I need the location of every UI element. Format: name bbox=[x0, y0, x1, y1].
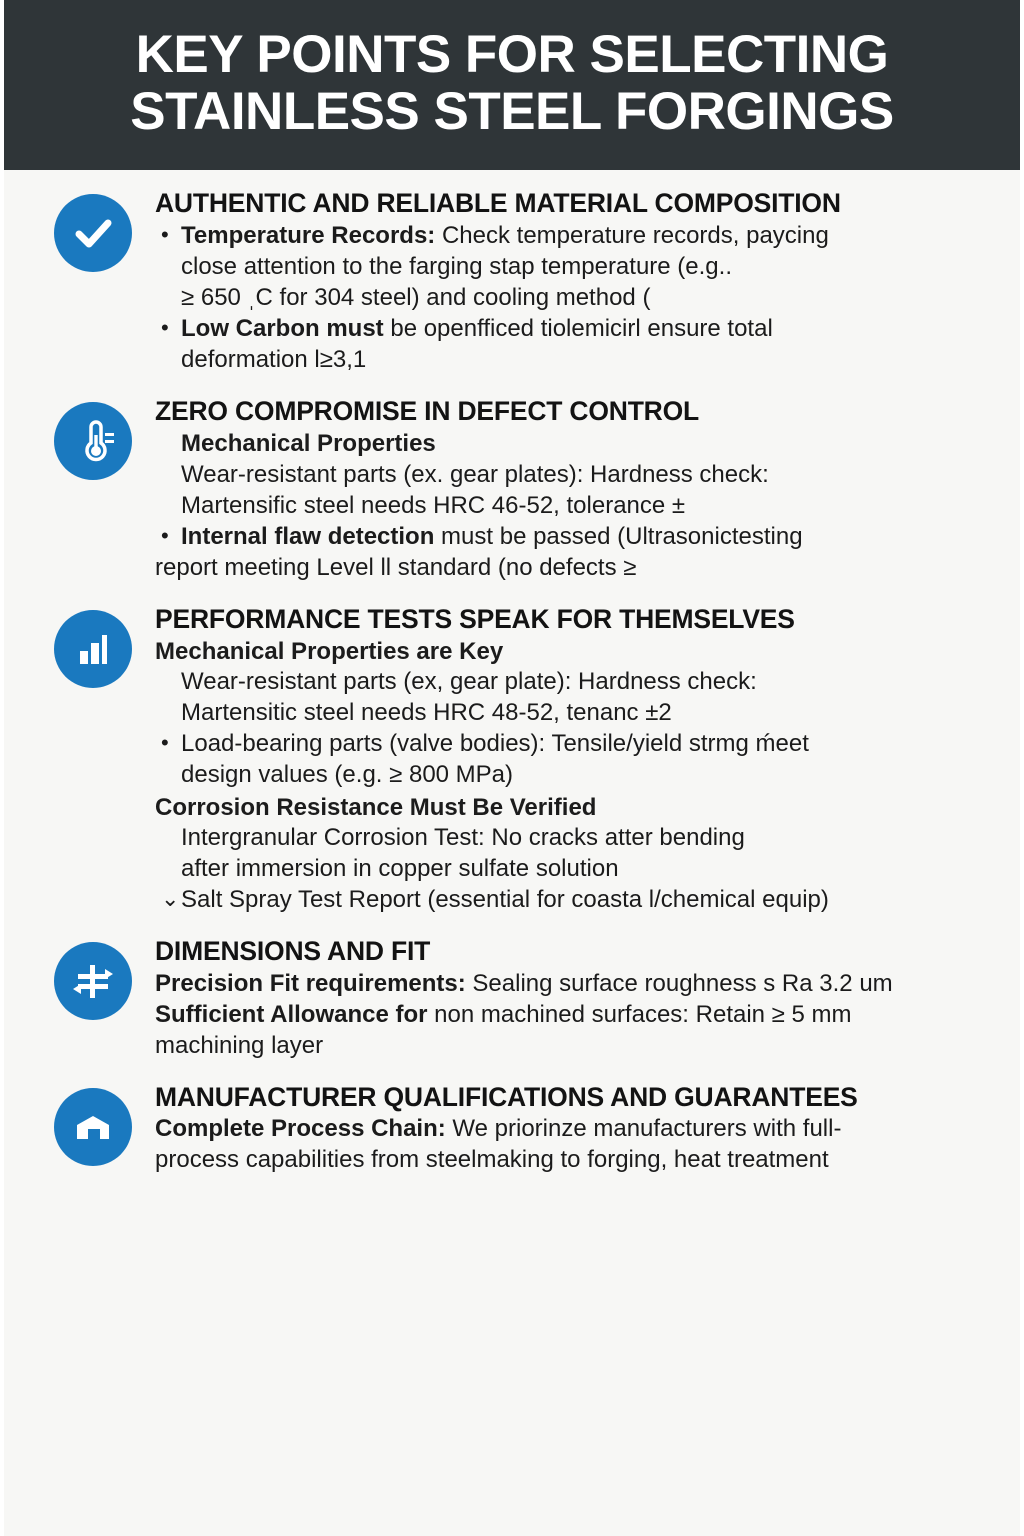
section-heading: AUTHENTIC AND RELIABLE MATERIAL COMPOSITION bbox=[155, 188, 841, 219]
bullet-marker: • bbox=[161, 221, 169, 247]
line-text: We priorinze manufacturers with full- bbox=[445, 1115, 842, 1143]
icon-column bbox=[30, 1082, 155, 1166]
section-subheading: Mechanical Properties bbox=[181, 430, 436, 458]
line-text: non machined surfaces: Retain ≥ 5 mm bbox=[427, 1000, 852, 1028]
body-line: Martensific steel needs HRC 46-52, tolerance ± bbox=[181, 491, 686, 519]
section-subheading-2: Corrosion Resistance Must Be Verified bbox=[155, 794, 597, 822]
section-dimensions-fit bbox=[30, 936, 992, 1061]
body-line: process capabilities from steelmaking to forging, heat treatment bbox=[155, 1146, 829, 1174]
line-text: Load-bearing parts (valve bodies): Tensile/yield strmg ḿeet bbox=[181, 730, 809, 758]
section-performance-tests bbox=[30, 604, 992, 917]
bullet-line bbox=[155, 314, 988, 344]
header-banner bbox=[4, 0, 1020, 170]
bullet-marker: • bbox=[161, 730, 169, 756]
line-lead: Low Carbon must bbox=[181, 314, 384, 342]
icon-column bbox=[30, 396, 155, 480]
section-heading: ZERO COMPROMISE IN DEFECT CONTROL bbox=[155, 395, 700, 426]
body-line: ≥ 650 ˌC for 304 steel) and cooling method ( bbox=[181, 283, 651, 311]
body-line: Wear-resistant parts (ex. gear plates): Hardness check: bbox=[181, 460, 769, 488]
icon-column bbox=[30, 936, 155, 1020]
sections-container bbox=[4, 170, 1020, 1176]
line-text: must be passed (Ultrasonictesting bbox=[434, 522, 803, 550]
bullet-line bbox=[155, 522, 988, 552]
section-manufacturer-qualifications bbox=[30, 1082, 992, 1176]
body-line: Martensitic steel needs HRC 48-52, tenanc ±2 bbox=[181, 699, 672, 727]
spacer bbox=[30, 588, 992, 604]
line-text: Sealing surface roughness s Ra 3.2 um bbox=[465, 969, 893, 997]
section-body bbox=[155, 604, 992, 917]
section-body bbox=[155, 188, 992, 375]
icon-column bbox=[30, 188, 155, 272]
line-lead: Precision Fit requirements: bbox=[155, 969, 466, 997]
body-line: design values (e.g. ≥ 800 MPa) bbox=[181, 761, 514, 789]
body-line: after immersion in copper sulfate solution bbox=[181, 855, 619, 883]
body-line: deformation l≥3,1 bbox=[181, 345, 367, 373]
section-material-composition bbox=[30, 188, 992, 375]
thermometer-circle-icon bbox=[54, 402, 132, 480]
section-defect-control bbox=[30, 396, 992, 584]
icon-column bbox=[30, 604, 155, 688]
bar-chart-circle-icon bbox=[54, 610, 132, 688]
body-line: machining layer bbox=[155, 1031, 324, 1059]
section-heading: MANUFACTURER QUALIFICATIONS AND GUARANTEES bbox=[155, 1081, 858, 1112]
line-lead: Internal flaw detection bbox=[181, 522, 435, 550]
bullet-line bbox=[155, 221, 988, 251]
spacer bbox=[30, 920, 992, 936]
section-heading: DIMENSIONS AND FIT bbox=[155, 936, 431, 967]
caliper-circle-icon bbox=[54, 942, 132, 1020]
line-lead: Temperature Records: bbox=[181, 221, 436, 249]
section-body bbox=[155, 1082, 992, 1176]
spacer bbox=[30, 380, 992, 396]
spacer bbox=[30, 1066, 992, 1082]
section-body bbox=[155, 936, 992, 1061]
check-circle-icon bbox=[54, 194, 132, 272]
bullet-line bbox=[155, 885, 988, 915]
body-line bbox=[155, 1000, 988, 1030]
bullet-marker: • bbox=[161, 314, 169, 340]
body-line bbox=[155, 1114, 988, 1144]
line-text: Check temperature records, paycing bbox=[435, 221, 829, 249]
bullet-marker: • bbox=[161, 522, 169, 548]
body-line: report meeting Level ll standard (no defects ≥ bbox=[155, 553, 637, 581]
line-lead: Sufficient Allowance for bbox=[155, 1000, 428, 1028]
bullet-line bbox=[155, 729, 988, 759]
line-lead: Complete Process Chain: bbox=[155, 1115, 446, 1143]
body-line: Wear-resistant parts (ex, gear plate): Hardness check: bbox=[181, 668, 757, 696]
factory-circle-icon bbox=[54, 1088, 132, 1166]
section-body bbox=[155, 396, 992, 584]
body-line: close attention to the farging stap temperature (e.g.. bbox=[181, 252, 732, 280]
bullet-marker: ⌄ bbox=[161, 886, 180, 912]
section-subheading: Mechanical Properties are Key bbox=[155, 638, 504, 666]
body-line bbox=[155, 969, 988, 999]
section-heading: PERFORMANCE TESTS SPEAK FOR THEMSELVES bbox=[155, 603, 795, 634]
page-title: KEY POINTS FOR SELECTING STAINLESS STEEL FORGINGS bbox=[130, 25, 894, 142]
line-text: Salt Spray Test Report (essential for coasta l/chemical equip) bbox=[181, 886, 829, 914]
line-text: be openfficed tiolemicirl ensure total bbox=[383, 314, 773, 342]
body-line: Intergranular Corrosion Test: No cracks atter bending bbox=[181, 824, 745, 852]
